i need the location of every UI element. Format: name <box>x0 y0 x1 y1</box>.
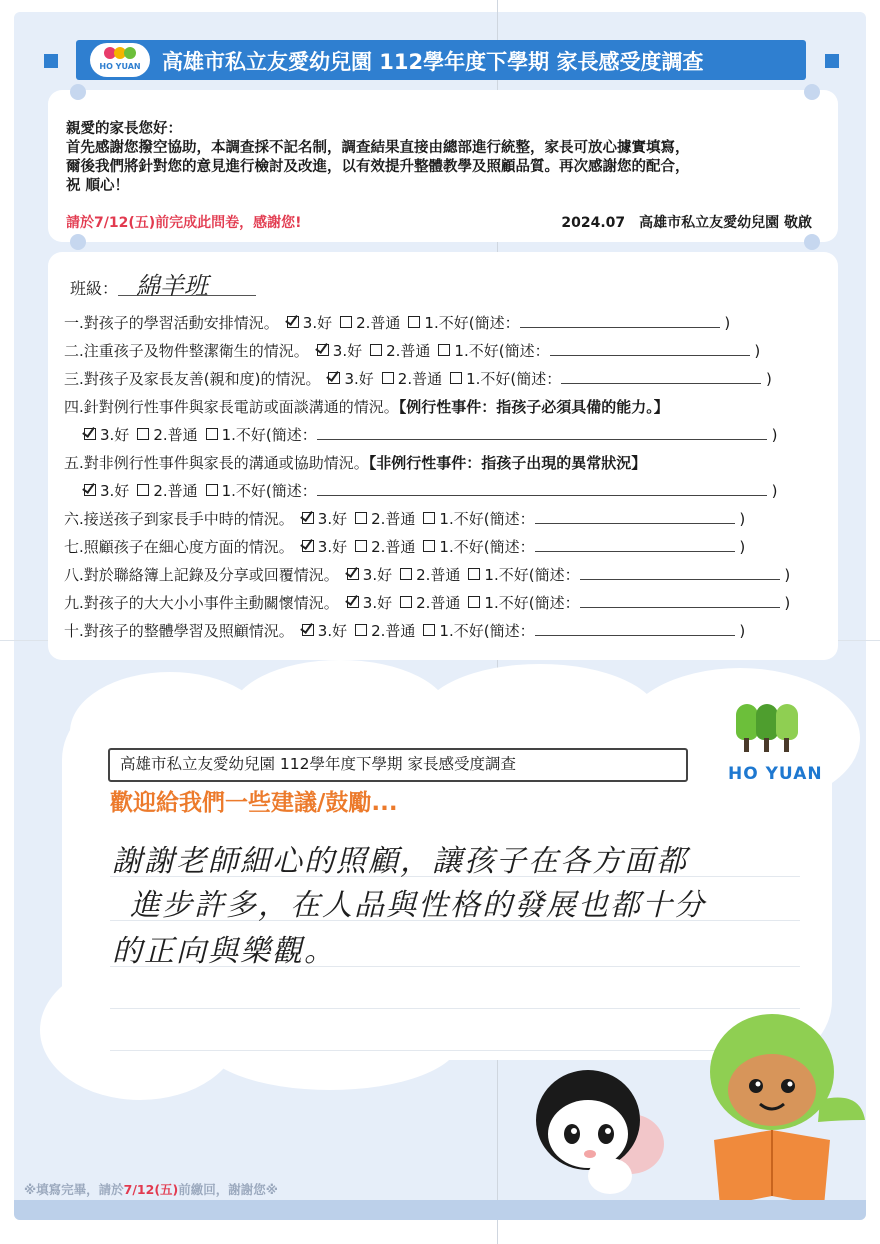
question-text: 五.對非例行性事件與家長的溝通或協助情況。 <box>64 454 369 472</box>
question-note: 【非例行性事件：指孩子出現的異常狀況】 <box>368 454 647 472</box>
option-good-label: 3.好 <box>317 622 348 640</box>
comment-blank-field[interactable] <box>535 621 735 636</box>
close-paren: ) <box>734 538 746 556</box>
footer-note <box>24 1180 278 1198</box>
option-normal-checkbox[interactable] <box>400 568 412 580</box>
question-text: 四.針對例行性事件與家長電訪或面談溝通的情況。 <box>64 398 399 416</box>
hoyuan-logo-icon <box>90 43 150 77</box>
writing-line <box>110 1008 800 1009</box>
option-normal-label: 2.普通 <box>371 538 416 556</box>
question-note: 【例行性事件：指孩子必須具備的能力。】 <box>398 398 669 416</box>
checkmark-icon <box>316 337 332 353</box>
question-text: 九.對孩子的大大小小事件主動關懷情況。 <box>64 594 339 612</box>
option-normal-label: 2.普通 <box>397 370 443 388</box>
decor-dot <box>804 234 820 250</box>
comment-blank-field[interactable] <box>520 313 720 328</box>
comment-blank-field[interactable] <box>550 341 750 356</box>
question-text: 七.照顧孩子在細心度方面的情況。 <box>64 538 294 556</box>
option-good-label: 3.好 <box>100 482 130 500</box>
option-good-checkbox[interactable] <box>302 512 314 524</box>
option-good-checkbox[interactable] <box>84 428 96 440</box>
survey-form <box>48 252 838 660</box>
option-normal-label: 2.普通 <box>371 622 416 640</box>
checkmark-icon <box>301 505 317 521</box>
footer-date: 7/12(五) <box>123 1182 179 1197</box>
option-bad-checkbox[interactable] <box>206 484 218 496</box>
writing-line <box>110 1050 800 1051</box>
option-normal-label: 2.普通 <box>153 482 198 500</box>
question-text: 八.對於聯絡簿上記錄及分享或回覆情況。 <box>64 566 339 584</box>
close-paren: ) <box>761 370 772 388</box>
option-good-checkbox[interactable] <box>84 484 96 496</box>
footer-suffix: 前繳回，謝謝您※ <box>178 1182 278 1197</box>
option-normal-label: 2.普通 <box>386 342 431 360</box>
option-normal-checkbox[interactable] <box>355 512 367 524</box>
close-paren: ) <box>734 510 746 528</box>
intro-line: 爾後我們將針對您的意見進行檢討及改進，以有效提升整體教學及照顧品質。再次感謝您的配合， <box>66 159 690 175</box>
question-options-row <box>76 480 777 501</box>
option-normal-checkbox[interactable] <box>137 484 149 496</box>
feedback-handwriting-line: 進步許多，在人品與性格的發展也都十分 <box>130 888 706 923</box>
option-normal-checkbox[interactable] <box>340 316 352 328</box>
option-bad-label: 1.不好(簡述： <box>221 426 317 444</box>
option-good-label: 3.好 <box>362 566 393 584</box>
option-normal-checkbox[interactable] <box>355 540 367 552</box>
option-bad-checkbox[interactable] <box>450 372 462 384</box>
close-paren: ) <box>766 426 778 444</box>
comment-blank-field[interactable] <box>561 369 761 384</box>
footer-prefix: ※填寫完畢，請於 <box>24 1182 124 1197</box>
close-paren: ) <box>749 342 761 360</box>
option-bad-label: 1.不好(簡述： <box>484 566 580 584</box>
option-normal-checkbox[interactable] <box>355 624 367 636</box>
close-paren: ) <box>766 482 778 500</box>
option-bad-checkbox[interactable] <box>468 596 480 608</box>
checkmark-icon <box>301 533 317 549</box>
page-title: 高雄市私立友愛幼兒園 112學年度下學期 家長感受度調查 <box>162 50 704 74</box>
header-square-right <box>825 54 839 68</box>
option-bad-checkbox[interactable] <box>408 316 420 328</box>
question-text: 十.對孩子的整體學習及照顧情況。 <box>64 622 294 640</box>
comment-blank-field[interactable] <box>317 481 767 496</box>
option-bad-label: 1.不好(簡述： <box>439 538 535 556</box>
class-label: 班級： <box>70 279 119 298</box>
option-good-label: 3.好 <box>362 594 393 612</box>
question-text: 二.注重孩子及物件整潔衛生的情況。 <box>64 342 309 360</box>
feedback-handwriting-line: 的正向與樂觀。 <box>112 934 336 969</box>
comment-blank-field[interactable] <box>580 565 780 580</box>
question-row <box>64 536 745 557</box>
comment-blank-field[interactable] <box>535 509 735 524</box>
option-normal-label: 2.普通 <box>371 510 416 528</box>
header-square-left <box>44 54 58 68</box>
option-bad-label: 1.不好(簡述： <box>439 510 535 528</box>
intro-salutation: 親愛的家長您好： <box>66 121 182 137</box>
option-normal-checkbox[interactable] <box>370 344 382 356</box>
close-paren: ) <box>779 594 791 612</box>
option-good-label: 3.好 <box>100 426 130 444</box>
option-bad-label: 1.不好(簡述： <box>466 370 562 388</box>
question-row <box>64 592 790 613</box>
decor-dot <box>804 84 820 100</box>
logo-text: HO YUAN <box>99 62 141 71</box>
option-normal-label: 2.普通 <box>153 426 198 444</box>
option-good-checkbox[interactable] <box>287 316 299 328</box>
option-good-checkbox[interactable] <box>347 568 359 580</box>
checkmark-icon <box>301 617 317 633</box>
checkmark-icon <box>346 589 362 605</box>
option-normal-checkbox[interactable] <box>137 428 149 440</box>
question-row <box>64 508 745 529</box>
decor-dot <box>70 84 86 100</box>
question-row <box>64 620 745 641</box>
option-normal-label: 2.普通 <box>416 594 461 612</box>
question-row <box>64 396 669 417</box>
intro-line: 祝 順心！ <box>66 178 130 194</box>
option-good-label: 3.好 <box>344 370 374 388</box>
option-good-checkbox[interactable] <box>328 372 340 384</box>
close-paren: ) <box>719 314 731 332</box>
girl-mascot-icon <box>530 1054 670 1204</box>
intro-line: 首先感謝您撥空協助，本調查採不記名制，調查結果直接由總部進行統整，家長可放心據實填寫， <box>66 140 690 156</box>
option-bad-label: 1.不好(簡述： <box>424 314 520 332</box>
checkmark-icon <box>327 365 343 381</box>
option-good-checkbox[interactable] <box>302 540 314 552</box>
checkmark-icon <box>286 309 302 325</box>
option-normal-checkbox[interactable] <box>382 372 394 384</box>
close-paren: ) <box>779 566 791 584</box>
question-text: 六.接送孩子到家長手中時的情況。 <box>64 510 294 528</box>
option-bad-checkbox[interactable] <box>438 344 450 356</box>
option-bad-label: 1.不好(簡述： <box>484 594 580 612</box>
option-good-label: 3.好 <box>332 342 363 360</box>
option-good-checkbox[interactable] <box>347 596 359 608</box>
option-bad-label: 1.不好(簡述： <box>221 482 317 500</box>
question-text: 三.對孩子及家長友善(親和度)的情況。 <box>64 370 321 388</box>
checkmark-icon <box>346 561 362 577</box>
signoff: 2024.07 高雄市私立友愛幼兒園 敬啟 <box>561 215 812 231</box>
option-good-label: 3.好 <box>302 314 333 332</box>
close-paren: ) <box>734 622 746 640</box>
question-row <box>64 340 760 361</box>
option-bad-checkbox[interactable] <box>423 512 435 524</box>
feedback-handwriting-line: 謝謝老師細心的照顧，讓孩子在各方面都 <box>112 844 688 879</box>
option-normal-label: 2.普通 <box>356 314 401 332</box>
comment-blank-field[interactable] <box>535 537 735 552</box>
question-row <box>64 452 646 473</box>
comment-blank-field[interactable] <box>580 593 780 608</box>
header-banner <box>76 40 806 80</box>
option-good-checkbox[interactable] <box>317 344 329 356</box>
option-bad-label: 1.不好(簡述： <box>454 342 550 360</box>
option-normal-label: 2.普通 <box>416 566 461 584</box>
header <box>44 40 839 84</box>
question-options-row <box>76 424 777 445</box>
option-bad-checkbox[interactable] <box>468 568 480 580</box>
class-value: 綿羊班 <box>136 272 208 300</box>
question-row <box>64 564 790 585</box>
option-good-label: 3.好 <box>317 538 348 556</box>
feedback-heading: 歡迎給我們一些建議/鼓勵... <box>110 790 398 816</box>
option-bad-checkbox[interactable] <box>206 428 218 440</box>
question-row <box>64 312 730 333</box>
green-mascot-icon <box>700 1010 865 1210</box>
option-good-label: 3.好 <box>317 510 348 528</box>
decor-dot <box>70 234 86 250</box>
question-row <box>64 368 772 389</box>
option-bad-label: 1.不好(簡述： <box>439 622 535 640</box>
option-normal-checkbox[interactable] <box>400 596 412 608</box>
option-good-checkbox[interactable] <box>302 624 314 636</box>
deadline-notice: 請於7/12(五)前完成此問卷，感謝您! <box>66 215 302 231</box>
intro-card <box>48 90 838 242</box>
footer-strip <box>14 1200 866 1220</box>
hoyuan-logo-icon <box>700 694 830 804</box>
option-bad-checkbox[interactable] <box>423 624 435 636</box>
logo-text: HO YUAN <box>728 764 823 784</box>
option-bad-checkbox[interactable] <box>423 540 435 552</box>
question-text: 一.對孩子的學習活動安排情況。 <box>64 314 279 332</box>
feedback-box-title: 高雄市私立友愛幼兒園 112學年度下學期 家長感受度調查 <box>108 748 688 782</box>
checkmark-icon <box>83 421 99 437</box>
checkmark-icon <box>83 477 99 493</box>
comment-blank-field[interactable] <box>317 425 767 440</box>
intro-text <box>66 120 826 196</box>
